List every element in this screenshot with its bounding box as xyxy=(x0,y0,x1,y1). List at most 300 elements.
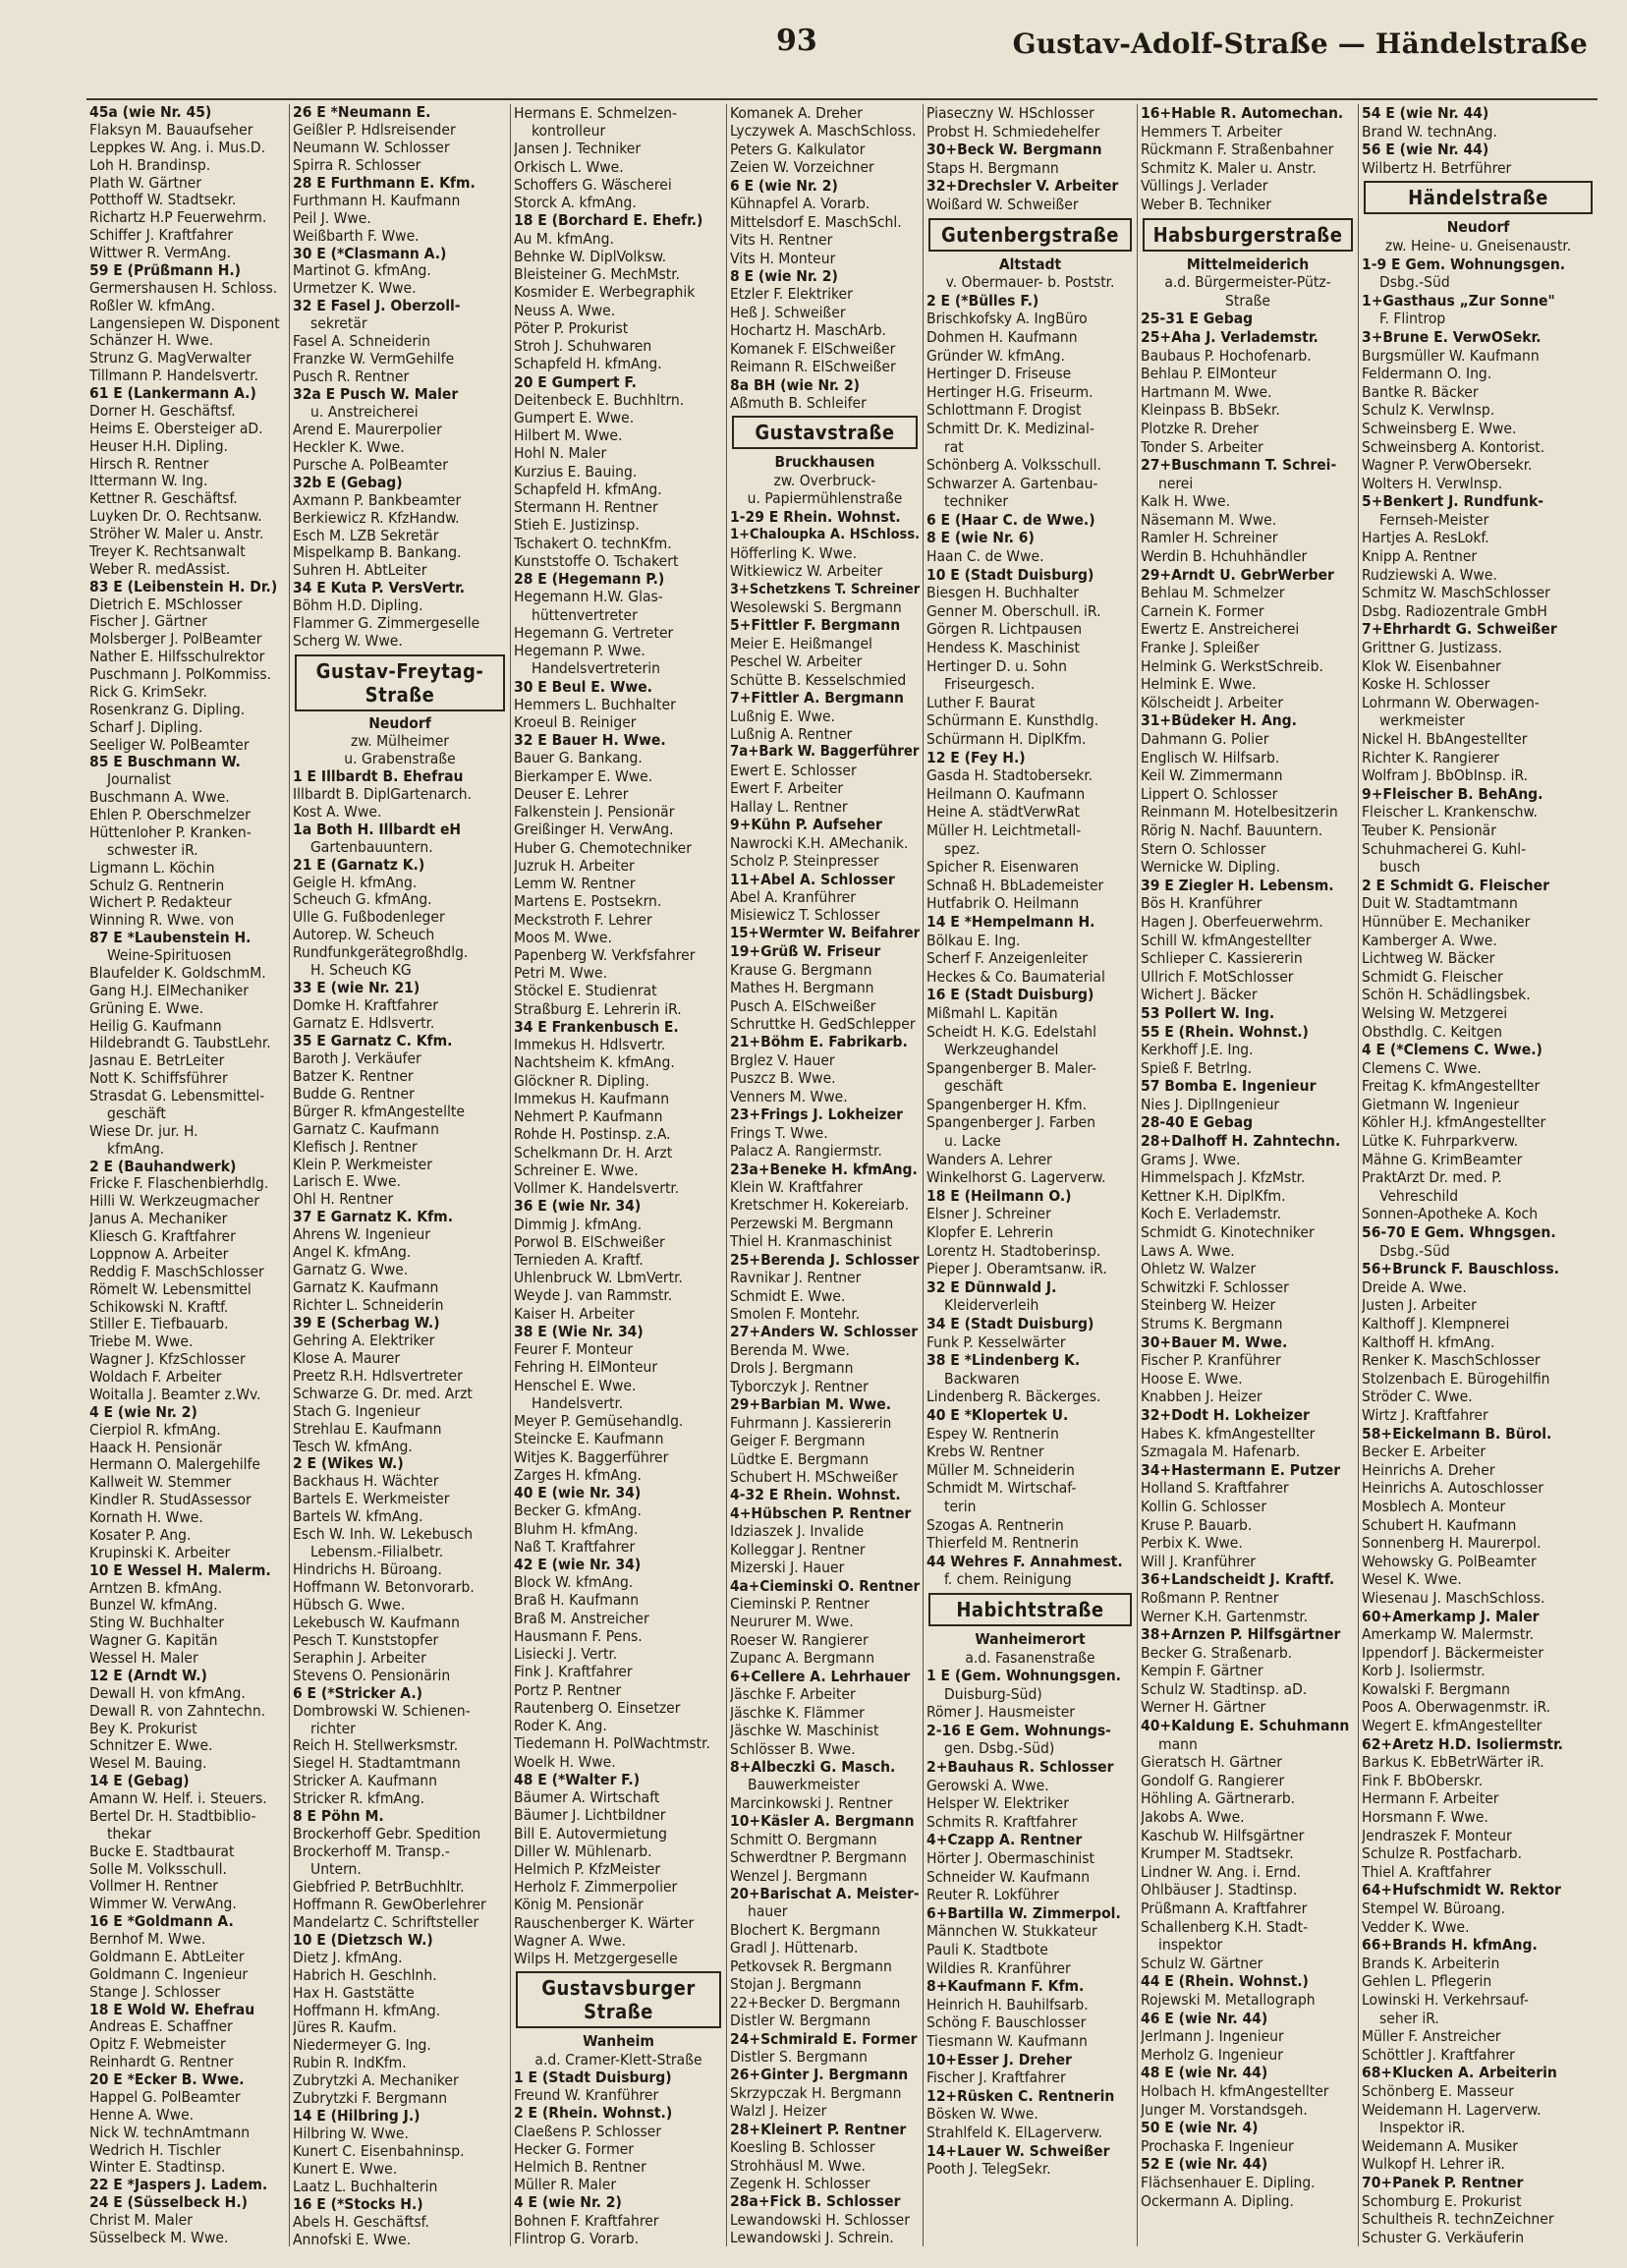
resident-entry: Junger M. Vorstandsgeh. xyxy=(1141,2100,1308,2119)
house-number-entry: 24+Schmirald E. Former xyxy=(730,2029,918,2048)
resident-entry: Dietz J. kfmAng. xyxy=(293,1949,403,1966)
resident-entry: Pauli K. Stadtbote xyxy=(926,1941,1048,1958)
resident-entry: Koske H. Schlosser xyxy=(1362,675,1490,694)
resident-entry: Kruse P. Bauarb. xyxy=(1141,1515,1253,1534)
resident-entry: Hecker G. Former xyxy=(514,2139,635,2158)
resident-entry: Scholz P. Steinpresser xyxy=(730,852,879,871)
resident-entry: Schubert H. MSchweißer xyxy=(730,1467,898,1486)
resident-entry: Bölkau E. Ing. xyxy=(926,931,1021,949)
resident-entry: Lußnig E. Wwe. xyxy=(730,707,835,725)
house-number-entry: 62+Aretz H.D. Isoliermstr. xyxy=(1362,1734,1563,1753)
resident-entry: Esch M. LZB Sekretär xyxy=(293,527,439,544)
resident-entry: Pieper J. Oberamtsanw. iR. xyxy=(926,1260,1107,1278)
resident-entry: Strehlau E. Kaufmann xyxy=(293,1420,442,1438)
resident-entry: Fleischer L. Krankenschw. xyxy=(1362,803,1538,822)
resident-entry: Schill W. kfmAngestellter xyxy=(1141,931,1312,949)
house-number-entry: 28-40 E Gebag xyxy=(1141,1113,1254,1132)
resident-entry: Kowalski F. Bergmann xyxy=(1362,1679,1511,1698)
resident-entry: Neuss A. Wwe. xyxy=(514,301,616,319)
house-number-entry: 58+Eickelmann B. Bürol. xyxy=(1362,1424,1552,1443)
resident-entry: Heuser H.H. Dipling. xyxy=(89,437,228,455)
resident-entry: Blaufelder K. GoldschmM. xyxy=(89,964,266,982)
resident-entry: Kurzius E. Bauing. xyxy=(514,462,638,481)
resident-entry: Distler W. Bergmann xyxy=(730,2012,871,2030)
resident-entry: Grams J. Wwe. xyxy=(1141,1150,1241,1168)
house-number-entry: 2 E (Wikes W.) xyxy=(293,1455,404,1473)
resident-entry: Martinot G. kfmAng. xyxy=(293,262,431,280)
resident-entry: Hagen J. Oberfeuerwehrm. xyxy=(1141,912,1323,931)
street-location: zw. Heine- u. Gneisenaustr. xyxy=(1384,236,1572,255)
house-number-entry: 10 E (Dietzsch W.) xyxy=(293,1931,433,1949)
resident-entry: Perbix K. Wwe. xyxy=(1141,1534,1243,1553)
house-number-entry: 34+Hastermann E. Putzer xyxy=(1141,1460,1341,1479)
resident-entry: Strasdat G. Lebensmittel- xyxy=(89,1088,265,1105)
resident-entry: Urmetzer K. Wwe. xyxy=(293,280,417,298)
house-number-entry: 6+Bartilla W. Zimmerpol. xyxy=(926,1903,1121,1922)
resident-entry: Gradl J. Hüttenarb. xyxy=(730,1939,859,1957)
resident-entry: Mittelsdorf E. MaschSchl. xyxy=(730,212,902,231)
resident-entry: Kallweit W. Stemmer xyxy=(89,1474,232,1492)
resident-entry: Koesling B. Schlosser xyxy=(730,2138,875,2157)
resident-entry: Immekus H. Kaufmann xyxy=(514,1089,670,1107)
entry-continuation: inspektor xyxy=(1158,1936,1223,1955)
resident-entry: Höfferling K. Wwe. xyxy=(730,543,858,562)
resident-entry: Budde G. Rentner xyxy=(293,1085,415,1103)
resident-entry: Seraphin J. Arbeiter xyxy=(293,1649,426,1667)
resident-entry: Geigle H. kfmAng. xyxy=(293,874,418,891)
house-number-entry: 2-16 E Gem. Wohnungs- xyxy=(926,1721,1111,1739)
house-number-entry: 3+Schetzkens T. Schreiner xyxy=(730,581,920,597)
resident-entry: Kornath H. Wwe. xyxy=(89,1509,203,1526)
resident-entry: Tyborczyk J. Rentner xyxy=(730,1377,869,1395)
house-number-entry: 10+Esser J. Dreher xyxy=(926,2050,1072,2069)
resident-entry: Stojan J. Bergmann xyxy=(730,1975,862,1994)
house-number-entry: 4a+Cieminski O. Rentner xyxy=(730,1576,920,1595)
entry-continuation: Inspektor iR. xyxy=(1379,2119,1466,2137)
entry-continuation: Vehreschild xyxy=(1379,1186,1459,1205)
resident-entry: Klein P. Werkmeister xyxy=(293,1156,432,1173)
resident-entry: Zubrytzki A. Mechaniker xyxy=(293,2072,459,2090)
resident-entry: Wirtz J. Kraftfahrer xyxy=(1362,1405,1488,1424)
resident-entry: Leppkes W. Ang. i. Mus.D. xyxy=(89,139,265,156)
resident-entry: Schikowski N. Kraftf. xyxy=(89,1298,229,1316)
district-label: Wanheim xyxy=(583,2032,654,2051)
resident-entry: Zegenk H. Schlosser xyxy=(730,2175,870,2192)
entry-continuation: Duisburg-Süd) xyxy=(944,1684,1042,1703)
resident-entry: Stermann H. Rentner xyxy=(514,498,658,517)
resident-entry: Roßler W. kfmAng. xyxy=(89,297,216,314)
house-number-entry: 10 E (Stadt Duisburg) xyxy=(926,565,1094,584)
house-number-entry: 20 E Gumpert F. xyxy=(514,372,637,391)
house-number-entry: 8 E (wie Nr. 6) xyxy=(926,529,1035,547)
resident-entry: Janus A. Mechaniker xyxy=(89,1211,228,1228)
house-number-entry: 16 E *Goldmann A. xyxy=(89,1913,234,1931)
resident-entry: Hutfabrik O. Heilmann xyxy=(926,894,1080,913)
resident-entry: Rubin R. IndKfm. xyxy=(293,2055,407,2072)
resident-entry: Schapfeld H. kfmAng. xyxy=(514,355,662,373)
resident-entry: Mißmahl L. Kapitän xyxy=(926,1003,1058,1022)
district-label: Neudorf xyxy=(1446,218,1510,237)
resident-entry: Storck A. kfmAng. xyxy=(514,194,637,212)
resident-entry: Kölscheidt J. Arbeiter xyxy=(1141,693,1284,711)
resident-entry: Flintrop G. Vorarb. xyxy=(514,2229,640,2246)
resident-entry: Jüres R. Kaufm. xyxy=(293,2019,397,2037)
resident-entry: Herholz F. Zimmerpolier xyxy=(514,1878,678,1897)
entry-continuation: Gartenbauuntern. xyxy=(310,838,433,856)
resident-entry: Klok W. Eisenbahner xyxy=(1362,656,1501,675)
resident-entry: Tillmann P. Handelsvertr. xyxy=(89,368,258,385)
resident-entry: Mispelkamp B. Bankang. xyxy=(293,544,462,562)
resident-entry: Strohhäusl M. Wwe. xyxy=(730,2156,866,2175)
resident-entry: Schöttler J. Kraftfahrer xyxy=(1362,2045,1515,2064)
resident-entry: Hoffmann R. GewOberlehrer xyxy=(293,1896,486,1913)
house-number-entry: 29+Arndt U. GebrWerber xyxy=(1141,565,1334,584)
directory-columns xyxy=(86,104,1598,2246)
resident-entry: Kosmider E. Werbegraphik xyxy=(514,283,696,302)
resident-entry: Neururer M. Wwe. xyxy=(730,1613,854,1631)
resident-entry: Franzke W. VermGehilfe xyxy=(293,351,455,369)
resident-entry: Kempin F. Gärtner xyxy=(1141,1662,1263,1680)
resident-entry: Rudziewski A. Wwe. xyxy=(1362,565,1497,584)
resident-entry: Holland S. Kraftfahrer xyxy=(1141,1479,1289,1498)
entry-continuation: richter xyxy=(310,1720,356,1737)
resident-entry: Kunert C. Eisenbahninsp. xyxy=(293,2143,465,2160)
house-number-entry: 2+Bauhaus R. Schlosser xyxy=(926,1758,1114,1777)
resident-entry: Lewandowski J. Schrein. xyxy=(730,2229,894,2246)
resident-entry: Hermans E. Schmelzen- xyxy=(514,104,678,122)
resident-entry: Gietmann W. Ingenieur xyxy=(1362,1095,1520,1113)
resident-entry: Hermann O. Malergehilfe xyxy=(89,1456,260,1474)
house-number-entry: 28 E Furthmann E. Kfm. xyxy=(293,174,476,192)
resident-entry: Klein W. Kraftfahrer xyxy=(730,1177,864,1196)
resident-entry: Walzl J. Heizer xyxy=(730,2102,827,2121)
resident-entry: Schmitz K. Maler u. Anstr. xyxy=(1141,158,1317,177)
resident-entry: Falkenstein J. Pensionär xyxy=(514,803,675,822)
resident-entry: Woitalla J. Beamter z.Wv. xyxy=(89,1386,261,1403)
resident-entry: Wolters H. Verwlnsp. xyxy=(1362,474,1503,492)
street-heading: Habsburgerstraße xyxy=(1143,218,1353,252)
resident-entry: Zarges H. kfmAng. xyxy=(514,1465,642,1484)
resident-entry: Hübsch G. Wwe. xyxy=(293,1596,406,1614)
entry-continuation: mann xyxy=(1158,1734,1198,1753)
directory-column xyxy=(511,104,727,2246)
house-number-entry: 1+Gasthaus „Zur Sonne" xyxy=(1362,291,1555,310)
resident-entry: Kolleggar J. Rentner xyxy=(730,1540,866,1559)
entry-continuation: Dsbg.-Süd xyxy=(1379,273,1450,292)
entry-continuation: nerei xyxy=(1158,474,1194,492)
resident-entry: Aßmuth B. Schleifer xyxy=(730,394,867,412)
house-number-entry: 34 E Frankenbusch E. xyxy=(514,1017,679,1036)
resident-entry: Suhren H. AbtLeiter xyxy=(293,562,427,580)
house-number-entry: 6 E (*Stricker A.) xyxy=(293,1684,423,1702)
resident-entry: Annofski E. Wwe. xyxy=(293,2231,412,2246)
house-number-entry: 5+Fittler F. Bergmann xyxy=(730,616,901,635)
resident-entry: Brglez V. Hauer xyxy=(730,1050,835,1069)
resident-entry: Franke J. Spleißer xyxy=(1141,639,1260,657)
entry-continuation: Werkzeughandel xyxy=(944,1041,1059,1059)
resident-entry: Müller R. Maler xyxy=(514,2176,617,2194)
entry-continuation: Fernseh-Meister xyxy=(1379,510,1489,529)
resident-entry: Woißard W. Schweißer xyxy=(926,195,1079,213)
house-number-entry: 14 E *Hempelmann H. xyxy=(926,912,1095,931)
house-number-entry: 26 E *Neumann E. xyxy=(293,104,431,121)
resident-entry: Greißinger H. VerwAng. xyxy=(514,821,674,839)
resident-entry: Jendraszek F. Monteur xyxy=(1362,1826,1512,1844)
resident-entry: Neumann W. Schlosser xyxy=(293,139,450,156)
resident-entry: Horsmann F. Wwe. xyxy=(1362,1808,1488,1827)
street-heading: Gustavsburger Straße xyxy=(516,1971,721,2028)
resident-entry: Huber G. Chemotechniker xyxy=(514,838,692,857)
resident-entry: Weidemann A. Musiker xyxy=(1362,2136,1518,2155)
resident-entry: Jasnau E. BetrLeiter xyxy=(89,1052,225,1070)
resident-entry: Loh H. Brandinsp. xyxy=(89,156,211,174)
house-number-entry: 39 E (Scherbag W.) xyxy=(293,1314,440,1332)
resident-entry: Richter K. Rangierer xyxy=(1362,748,1500,766)
resident-entry: Flammer G. Zimmergeselle xyxy=(293,615,480,633)
resident-entry: Nick W. technAmtmann xyxy=(89,2124,251,2141)
resident-entry: Gründer W. kfmAng. xyxy=(926,346,1065,365)
resident-entry: Habes K. kfmAngestellter xyxy=(1141,1424,1316,1443)
house-number-entry: 4 E (wie Nr. 2) xyxy=(514,2193,622,2212)
house-number-entry: 16 E (Stadt Duisburg) xyxy=(926,986,1094,1004)
page-header xyxy=(0,18,1627,73)
house-number-entry: 23a+Beneke H. kfmAng. xyxy=(730,1160,918,1178)
resident-entry: Hallay L. Rentner xyxy=(730,797,848,816)
resident-entry: Schruttke H. GedSchlepper xyxy=(730,1015,916,1033)
resident-entry: Bill E. Autovermietung xyxy=(514,1824,667,1843)
house-number-entry: 6+Cellere A. Lehrhauer xyxy=(730,1667,911,1685)
district-label: Neudorf xyxy=(368,714,431,733)
house-number-entry: 4+Hübschen P. Rentner xyxy=(730,1503,912,1522)
house-number-entry: 70+Panek P. Rentner xyxy=(1362,2173,1524,2191)
house-number-entry: 31+Büdeker H. Ang. xyxy=(1141,711,1297,730)
house-number-entry: 32 E Fasel J. Oberzoll- xyxy=(293,298,461,315)
resident-entry: Schmidt G. Fleischer xyxy=(1362,967,1503,986)
resident-entry: 22+Becker D. Bergmann xyxy=(730,1993,901,2012)
resident-entry: PraktArzt Dr. med. P. xyxy=(1362,1168,1502,1187)
resident-entry: Hindrichs H. Büroang. xyxy=(293,1561,442,1579)
resident-entry: Weidemann H. Lagerverw. xyxy=(1362,2100,1542,2119)
resident-entry: Wagner A. Wwe. xyxy=(514,1931,627,1950)
house-number-entry: 42 E (wie Nr. 34) xyxy=(514,1555,642,1573)
resident-entry: Dohmen H. Kaufmann xyxy=(926,327,1078,346)
resident-entry: Görgen R. Lichtpausen xyxy=(926,620,1083,639)
resident-entry: Bluhm H. kfmAng. xyxy=(514,1519,639,1538)
resident-entry: Rückmann F. Straßenbahner xyxy=(1141,141,1334,159)
resident-entry: Peschel W. Arbeiter xyxy=(730,652,863,671)
house-number-entry: 28+Dalhoff H. Zahntechn. xyxy=(1141,1132,1341,1151)
resident-entry: Wichert P. Redakteur xyxy=(89,894,232,912)
resident-entry: Meier E. Heißmangel xyxy=(730,634,872,652)
street-heading: Gustav-Freytag-Straße xyxy=(295,654,505,711)
house-number-entry: 28 E (Hegemann P.) xyxy=(514,570,665,589)
resident-entry: Garnatz C. Kaufmann xyxy=(293,1120,439,1138)
resident-entry: Seeliger W. PolBeamter xyxy=(89,736,250,754)
resident-entry: Heinrichs A. Autoschlosser xyxy=(1362,1479,1544,1498)
resident-entry: Immekus H. Hdlsvertr. xyxy=(514,1036,666,1054)
running-head: Gustav-Adolf-Straße — Händelstraße xyxy=(1012,28,1588,60)
directory-column xyxy=(727,104,924,2246)
resident-entry: Wernicke W. Dipling. xyxy=(1141,858,1281,877)
resident-entry: Wimmer W. VerwAng. xyxy=(89,1896,237,1913)
resident-entry: Hemmers L. Buchhalter xyxy=(514,695,676,713)
resident-entry: Gang H.J. ElMechaniker xyxy=(89,982,249,999)
resident-entry: Arend E. Maurerpolier xyxy=(293,421,442,438)
resident-entry: Heilig G. Kaufmann xyxy=(89,1017,222,1035)
resident-entry: Lohrmann W. Oberwagen- xyxy=(1362,693,1540,711)
resident-entry: Schweinsberg A. Kontorist. xyxy=(1362,437,1545,456)
house-number-entry: 1 E Illbardt B. Ehefrau xyxy=(293,767,464,785)
resident-entry: Hörter J. Obermaschinist xyxy=(926,1849,1095,1868)
district-label: Bruckhausen xyxy=(774,453,875,472)
resident-entry: Nehmert P. Kaufmann xyxy=(514,1107,663,1126)
resident-entry: Hartjes A. ResLokf. xyxy=(1362,529,1489,547)
resident-entry: Mähne G. KrimBeamter xyxy=(1362,1150,1523,1168)
house-number-entry: 6 E (wie Nr. 2) xyxy=(730,176,838,195)
resident-entry: Korb J. Isoliermstr. xyxy=(1362,1662,1486,1680)
house-number-entry: 8+Albeczki G. Masch. xyxy=(730,1757,896,1776)
resident-entry: Bertel Dr. H. Stadtbiblio- xyxy=(89,1807,256,1825)
house-number-entry: 25+Aha J. Verlademstr. xyxy=(1141,327,1318,346)
resident-entry: Ewertz E. Anstreicherei xyxy=(1141,620,1300,639)
resident-entry: Pusch A. ElSchweißer xyxy=(730,996,876,1015)
resident-entry: Becker G. kfmAng. xyxy=(514,1502,642,1520)
resident-entry: Hilbert M. Wwe. xyxy=(514,426,623,445)
resident-entry: Bartels W. kfmAng. xyxy=(293,1508,423,1526)
resident-entry: Stieh E. Justizinsp. xyxy=(514,516,640,535)
house-number-entry: 21 E (Garnatz K.) xyxy=(293,856,425,874)
resident-entry: Lemm W. Rentner xyxy=(514,875,636,893)
resident-entry: Römer J. Hausmeister xyxy=(926,1703,1076,1722)
house-number-entry: 6 E (Haar C. de Wwe.) xyxy=(926,510,1095,529)
house-number-entry: 56+Brunck F. Bauschloss. xyxy=(1362,1260,1559,1278)
resident-entry: Papenberg W. Verkfsfahrer xyxy=(514,946,696,965)
resident-entry: Schuhmacherei G. Kuhl- xyxy=(1362,839,1527,858)
resident-entry: Christ M. Maler xyxy=(89,2212,193,2229)
resident-entry: Fischer J. Gärtner xyxy=(89,613,207,631)
house-number-entry: 5+Benkert J. Rundfunk- xyxy=(1362,492,1544,511)
resident-entry: Helmich P. KfzMeister xyxy=(514,1859,661,1878)
resident-entry: Spicher R. Eisenwaren xyxy=(926,858,1079,877)
resident-entry: Duit W. Stadtamtmann xyxy=(1362,894,1518,913)
house-number-entry: 56-70 E Gem. Whngsgen. xyxy=(1362,1223,1556,1242)
resident-entry: Böhm H.D. Dipling. xyxy=(293,597,423,615)
house-number-entry: 3+Brune E. VerwOSekr. xyxy=(1362,327,1542,346)
entry-continuation: H. Scheuch KG xyxy=(310,962,412,980)
resident-entry: Geißler P. Hdlsreisender xyxy=(293,121,456,139)
resident-entry: Lichtweg W. Bäcker xyxy=(1362,949,1495,968)
resident-entry: Stevens O. Pensionärin xyxy=(293,1667,451,1684)
house-number-entry: 7a+Bark W. Baggerführer xyxy=(730,743,920,761)
resident-entry: Biesgen H. Buchhalter xyxy=(926,584,1080,602)
resident-entry: Behlau M. Schmelzer xyxy=(1141,584,1285,602)
resident-entry: Witjes K. Baggerführer xyxy=(514,1447,669,1466)
resident-entry: Gondolf G. Rangierer xyxy=(1141,1771,1285,1789)
resident-entry: Schöng F. Bauschlosser xyxy=(926,2013,1087,2032)
house-number-entry: 38+Arnzen P. Hilfsgärtner xyxy=(1141,1625,1341,1644)
resident-entry: Ippendorf J. Bäckermeister xyxy=(1362,1643,1544,1662)
house-number-entry: 20 E *Ecker B. Wwe. xyxy=(89,2071,245,2088)
resident-entry: Abel A. Kranführer xyxy=(730,887,856,906)
house-number-entry: 20+Barischat A. Meister- xyxy=(730,1885,920,1902)
resident-entry: Baroth J. Verkäufer xyxy=(293,1049,421,1067)
resident-entry: Lekebusch W. Kaufmann xyxy=(293,1614,460,1631)
resident-entry: Komanek F. ElSchweißer xyxy=(730,339,896,358)
house-number-entry: 66+Brands H. kfmAng. xyxy=(1362,1936,1538,1955)
resident-entry: Plotzke R. Dreher xyxy=(1141,419,1259,437)
resident-entry: Ohletz W. Walzer xyxy=(1141,1260,1257,1278)
resident-entry: Amann W. Helf. i. Steuers. xyxy=(89,1790,267,1807)
resident-entry: Fricke F. Flaschenbierhdlg. xyxy=(89,1175,269,1193)
resident-entry: Wedrich H. Tischler xyxy=(89,2141,221,2159)
resident-entry: Richter L. Schneiderin xyxy=(293,1297,444,1314)
resident-entry: Schänzer H. Wwe. xyxy=(89,332,214,350)
resident-entry: Schmitz W. MaschSchlosser xyxy=(1362,584,1550,602)
resident-entry: Solle M. Volksschull. xyxy=(89,1860,227,1878)
house-number-entry: 7+Ehrhardt G. Schweißer xyxy=(1362,620,1557,639)
entry-continuation: F. Flintrop xyxy=(1379,310,1446,328)
resident-entry: Tonder S. Arbeiter xyxy=(1141,437,1263,456)
resident-entry: Flaksyn M. Bauaufseher xyxy=(89,121,253,139)
resident-entry: Lütke K. Fuhrparkverw. xyxy=(1362,1132,1519,1151)
resident-entry: Wildies R. Kranführer xyxy=(926,1958,1071,1977)
resident-entry: Will J. Kranführer xyxy=(1141,1552,1257,1570)
resident-entry: Kollin G. Schlosser xyxy=(1141,1497,1267,1515)
resident-entry: Barkus K. EbBetrWärter iR. xyxy=(1362,1753,1544,1772)
resident-entry: Triebe M. Wwe. xyxy=(89,1333,194,1351)
resident-entry: Prüßmann A. Kraftfahrer xyxy=(1141,1899,1308,1917)
resident-entry: Stricker R. kfmAng. xyxy=(293,1790,425,1808)
resident-entry: Reddig F. MaschSchlosser xyxy=(89,1263,264,1280)
resident-entry: Thiel A. Kraftfahrer xyxy=(1362,1862,1491,1881)
resident-entry: Wehowsky G. PolBeamter xyxy=(1362,1552,1537,1570)
resident-entry: Klopfer E. Lehrerin xyxy=(926,1223,1054,1242)
resident-entry: Vedder K. Wwe. xyxy=(1362,1917,1470,1936)
street-heading: Habichtstraße xyxy=(928,1593,1132,1626)
resident-entry: Vüllings J. Verlader xyxy=(1141,177,1268,196)
resident-entry: Nott K. Schiffsführer xyxy=(89,1070,228,1088)
house-number-entry: 4 E (wie Nr. 2) xyxy=(89,1403,197,1421)
resident-entry: Baubaus P. Hochofenarb. xyxy=(1141,346,1312,365)
resident-entry: Stolzenbach E. Bürogehilfin xyxy=(1362,1369,1550,1388)
house-number-entry: 1 E (Gem. Wohnungsgen. xyxy=(926,1667,1121,1685)
resident-entry: Brockerhoff M. Transp.- xyxy=(293,1843,450,1861)
resident-entry: Amerkamp W. Malermstr. xyxy=(1362,1625,1535,1644)
resident-entry: Fasel A. Schneiderin xyxy=(293,333,430,351)
resident-entry: Krause G. Bergmann xyxy=(730,960,872,979)
resident-entry: Jansen J. Techniker xyxy=(514,140,642,158)
house-number-entry: 40+Kaldung E. Schuhmann xyxy=(1141,1717,1350,1735)
entry-continuation: geschäft xyxy=(944,1077,1003,1096)
resident-entry: Berkiewicz R. KfzHandw. xyxy=(293,509,460,527)
resident-entry: Rauschenberger K. Wärter xyxy=(514,1913,695,1932)
resident-entry: Süsselbeck M. Wwe. xyxy=(89,2229,229,2246)
resident-entry: Henne A. Wwe. xyxy=(89,2106,195,2124)
resident-entry: Domke H. Kraftfahrer xyxy=(293,997,438,1015)
resident-entry: Nachtsheim K. kfmAng. xyxy=(514,1053,675,1072)
resident-entry: Hoose E. Wwe. xyxy=(1141,1369,1243,1388)
resident-entry: Molsberger J. PolBeamter xyxy=(89,631,262,649)
house-number-entry: 37 E Garnatz K. Kfm. xyxy=(293,1209,453,1226)
house-number-entry: 46 E (wie Nr. 44) xyxy=(1141,2009,1268,2027)
resident-entry: Ohl H. Rentner xyxy=(293,1191,394,1209)
street-heading: Gutenbergstraße xyxy=(928,218,1132,252)
resident-entry: Backhaus H. Wächter xyxy=(293,1473,439,1491)
house-number-entry: 59 E (Prüßmann H.) xyxy=(89,261,242,279)
resident-entry: Vollmer K. Handelsvertr. xyxy=(514,1179,680,1198)
resident-entry: Schlösser B. Wwe. xyxy=(730,1739,856,1758)
resident-entry: Ullrich F. MotSchlosser xyxy=(1141,967,1294,986)
